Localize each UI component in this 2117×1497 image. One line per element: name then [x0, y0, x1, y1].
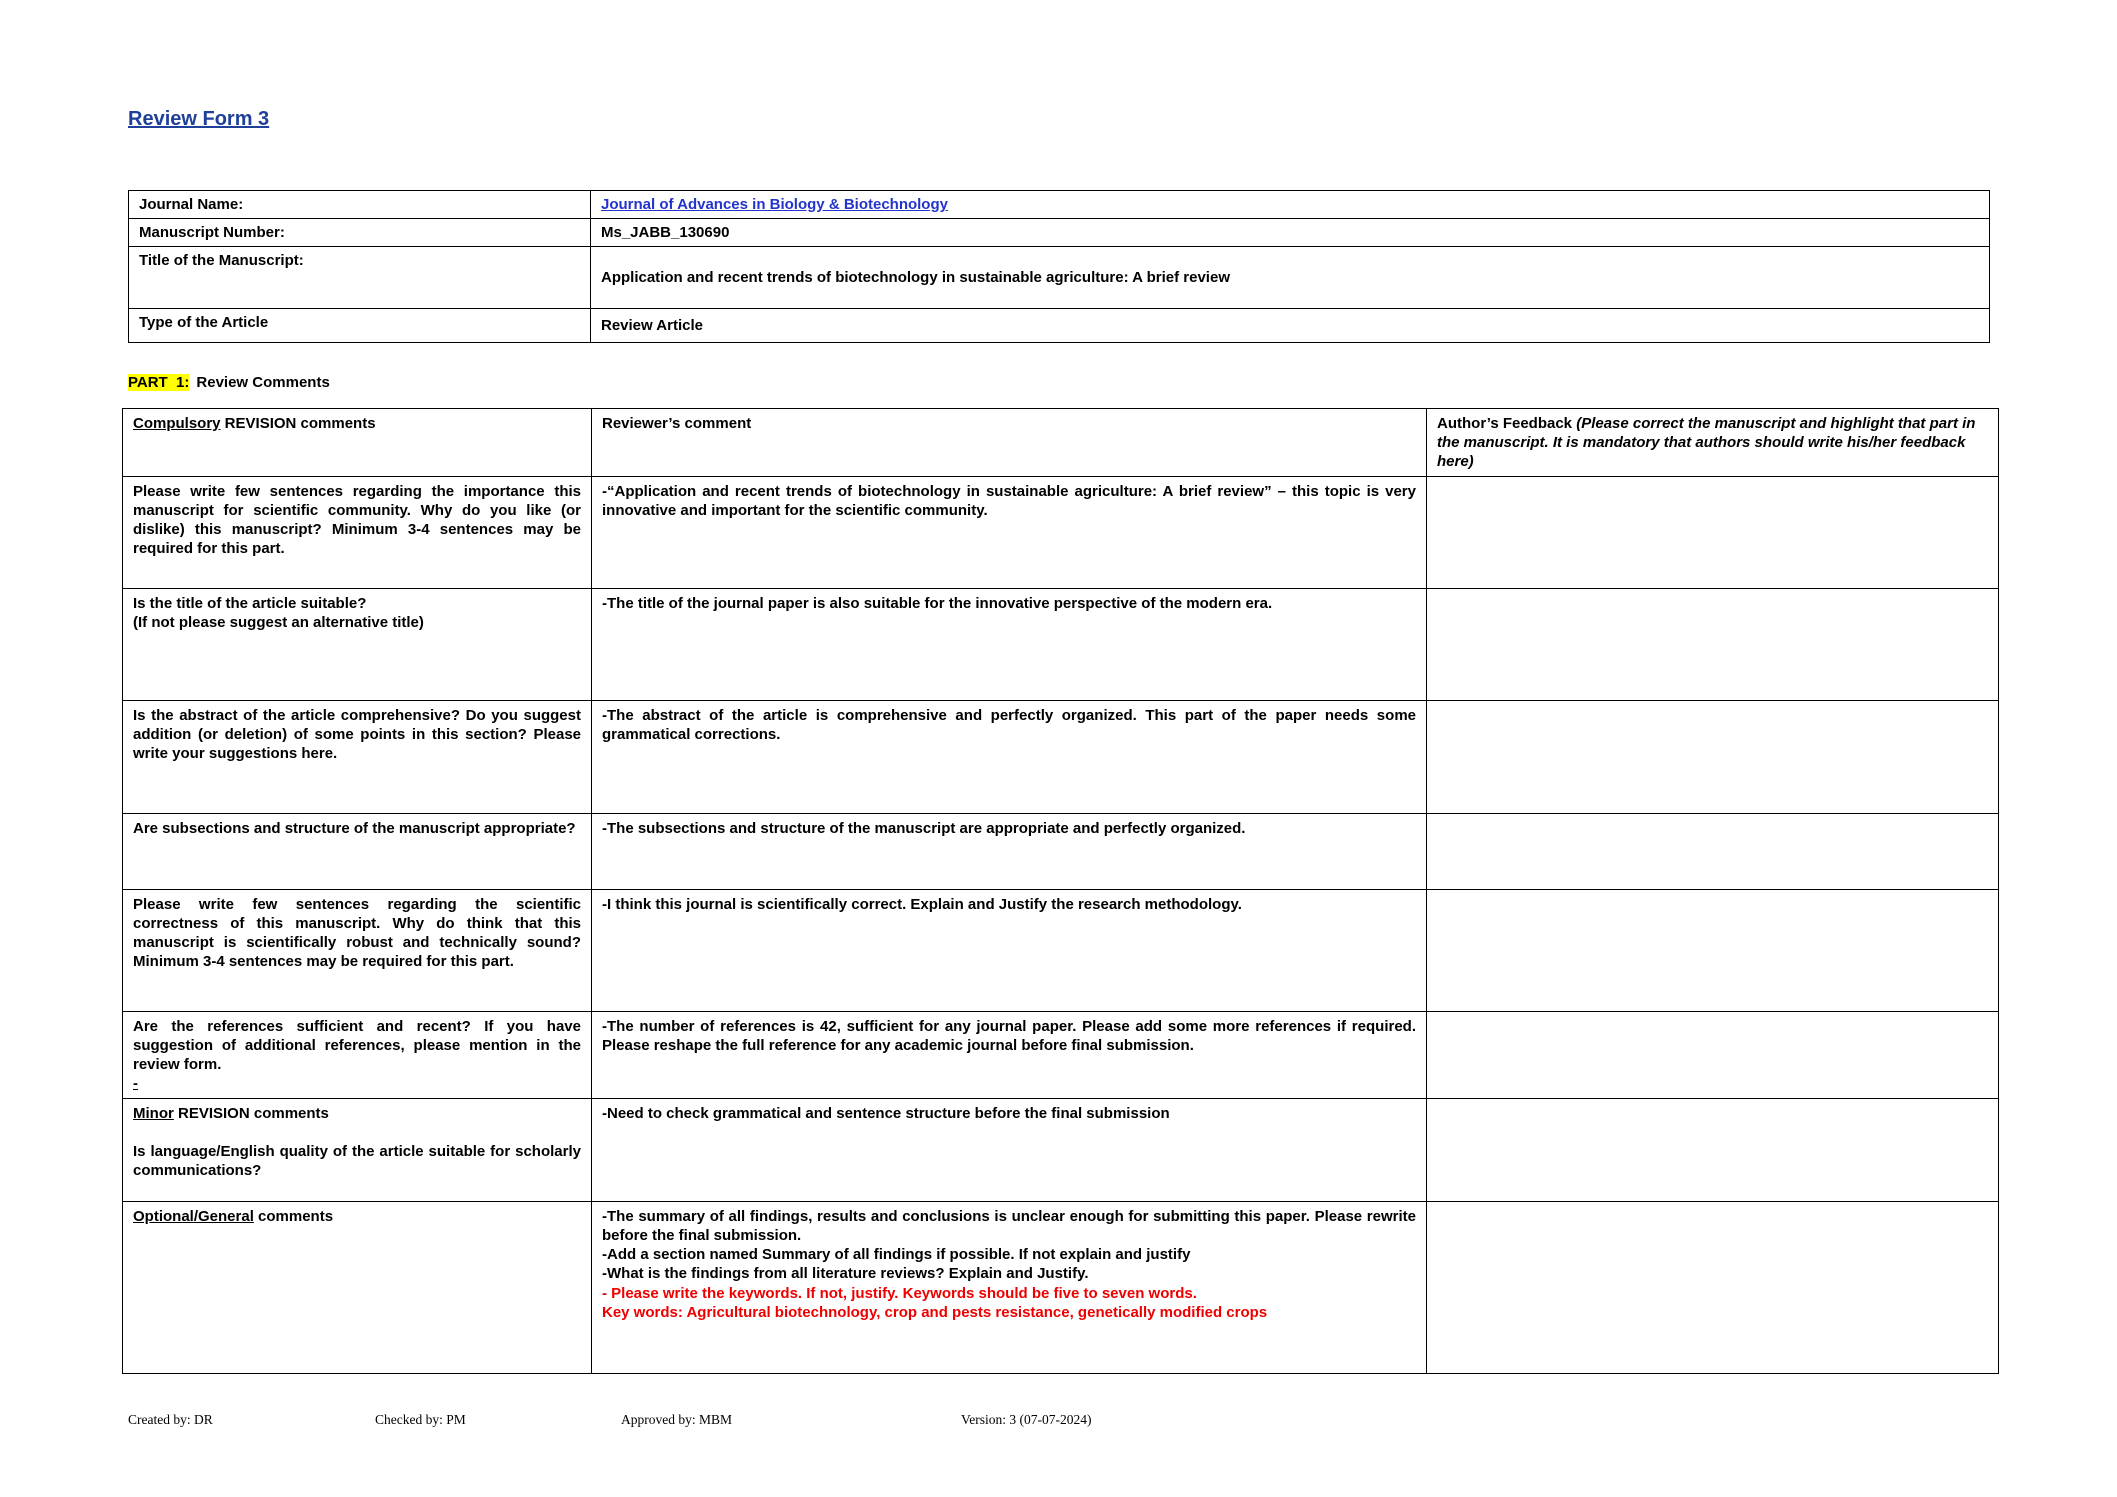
reviewer-comment-cell: -“Application and recent trends of biotechnology in sustainable agriculture: A brief review” – this topic is very innovative and important for the scientific community. [592, 477, 1427, 589]
question-cell [123, 1012, 592, 1099]
optional-underlined: Optional/General [133, 1208, 254, 1226]
info-row-article-type [129, 309, 1990, 343]
review-row-optional-general [123, 1202, 1999, 1374]
article-type-value: Review Article [591, 309, 1990, 343]
footer-checked-by: Checked by: PM [375, 1412, 466, 1427]
author-feedback-cell[interactable] [1427, 890, 1999, 1012]
journal-name-label: Journal Name: [129, 191, 591, 219]
minor-rest: REVISION comments [173, 1105, 329, 1123]
comment-line-keywords-request: - Please write the keywords. If not, justify. Keywords should be five to seven words. [602, 1284, 1197, 1302]
reviewer-comment-cell: -The abstract of the article is comprehensive and perfectly organized. This part of the paper needs some grammatical corrections. [592, 701, 1427, 814]
manuscript-info-table [128, 190, 1990, 343]
author-feedback-cell[interactable] [1427, 1202, 1999, 1374]
review-row-references [123, 1012, 1999, 1099]
review-comments-table [122, 408, 1999, 1374]
optional-rest: comments [253, 1208, 334, 1226]
journal-link[interactable]: Journal of Advances in Biology & Biotechnology [601, 196, 948, 213]
review-row-scientific-correctness [123, 890, 1999, 1012]
document-footer [0, 1412, 2117, 1436]
info-row-manuscript-number [129, 219, 1990, 247]
question-line: Is language/English quality of the article suitable for scholarly communications? [133, 1143, 581, 1180]
author-feedback-cell[interactable] [1427, 1012, 1999, 1099]
author-feedback-cell[interactable] [1427, 477, 1999, 589]
review-row-abstract [123, 701, 1999, 814]
footer-created-by: Created by: DR [128, 1412, 213, 1427]
review-row-importance [123, 477, 1999, 589]
review-header-row [123, 409, 1999, 477]
comment-line: -What is the findings from all literature reviews? Explain and Justify. [602, 1265, 1089, 1283]
author-feedback-heading: Author’s Feedback [1437, 415, 1577, 432]
journal-name-value [591, 191, 1990, 219]
info-row-manuscript-title [129, 247, 1990, 309]
col-header-reviewer-comment: Reviewer’s comment [592, 409, 1427, 477]
question-cell: Is the abstract of the article comprehensive? Do you suggest addition (or deletion) of some points in this section? Please write your suggestions here. [123, 701, 592, 814]
author-feedback-cell[interactable] [1427, 1099, 1999, 1202]
col-header-author-feedback [1427, 409, 1999, 477]
minor-underlined: Minor [133, 1105, 174, 1123]
question-cell: Please write few sentences regarding the importance this manuscript for scientific community. Why do you like (or dislike) this manuscript? Minimum 3-4 sentences may be required for this part. [123, 477, 592, 589]
comment-line: -The summary of all findings, results and conclusions is unclear enough for submitting this paper. Please rewrite before the final submission. [602, 1208, 1416, 1245]
optional-general-heading [133, 1207, 581, 1226]
page-title: Review Form 3 [128, 108, 270, 130]
author-feedback-cell[interactable] [1427, 589, 1999, 701]
question-cell: Please write few sentences regarding the scientific correctness of this manuscript. Why do think that this manuscript is scientifically robust and technically sound? Minimum 3-4 sentences may be required for this part. [123, 890, 592, 1012]
review-row-title-suitable [123, 589, 1999, 701]
manuscript-title-value: Application and recent trends of biotechnology in sustainable agriculture: A brief review [591, 247, 1990, 309]
question-cell [123, 1202, 592, 1374]
question-line: Is the title of the article suitable? [133, 595, 367, 613]
reviewer-comment-cell: -I think this journal is scientifically correct. Explain and Justify the research methodology. [592, 890, 1427, 1012]
comment-line: -Add a section named Summary of all findings if possible. If not explain and justify [602, 1246, 1191, 1264]
compulsory-rest: REVISION comments [220, 415, 376, 432]
manuscript-number-label: Manuscript Number: [129, 219, 591, 247]
col-header-compulsory-revision [123, 409, 592, 477]
reviewer-comment-cell: -Need to check grammatical and sentence structure before the final submission [592, 1099, 1427, 1202]
part1-title: Review Comments [196, 374, 330, 391]
reviewer-comment-cell: -The title of the journal paper is also suitable for the innovative perspective of the modern era. [592, 589, 1427, 701]
reviewer-comment-cell: -The subsections and structure of the manuscript are appropriate and perfectly organized. [592, 814, 1427, 890]
info-row-journal-name [129, 191, 1990, 219]
author-feedback-cell[interactable] [1427, 701, 1999, 814]
comment-line-keywords: Key words: Agricultural biotechnology, crop and pests resistance, genetically modified crops [602, 1303, 1268, 1321]
part1-badge: PART 1: [128, 374, 190, 391]
dash-line: - [133, 1075, 138, 1093]
reviewer-comment-cell [592, 1202, 1427, 1374]
question-cell [123, 589, 592, 701]
question-cell: Are subsections and structure of the manuscript appropriate? [123, 814, 592, 890]
question-line: (If not please suggest an alternative title) [133, 614, 424, 632]
question-cell [123, 1099, 592, 1202]
compulsory-underlined: Compulsory [133, 415, 221, 432]
review-row-minor-revision [123, 1099, 1999, 1202]
reviewer-comment-cell: -The number of references is 42, sufficient for any journal paper. Please add some more references if required. Please reshape the full reference for any academic journal before final submission. [592, 1012, 1427, 1099]
manuscript-title-label: Title of the Manuscript: [129, 247, 591, 309]
manuscript-number-value: Ms_JABB_130690 [591, 219, 1990, 247]
footer-version: Version: 3 (07-07-2024) [961, 1412, 1092, 1427]
author-feedback-note: (Please correct the manuscript and highlight that part in the manuscript. It is mandatory that authors should write his/her feedback here) [1437, 415, 1976, 471]
part1-heading [128, 374, 330, 391]
footer-approved-by: Approved by: MBM [621, 1412, 732, 1427]
author-feedback-cell[interactable] [1427, 814, 1999, 890]
article-type-label: Type of the Article [129, 309, 591, 343]
spacer [133, 1123, 581, 1142]
review-row-structure [123, 814, 1999, 890]
minor-revision-heading [133, 1104, 581, 1123]
question-line: Are the references sufficient and recent? If you have suggestion of additional references, please mention in the review form. [133, 1018, 581, 1074]
